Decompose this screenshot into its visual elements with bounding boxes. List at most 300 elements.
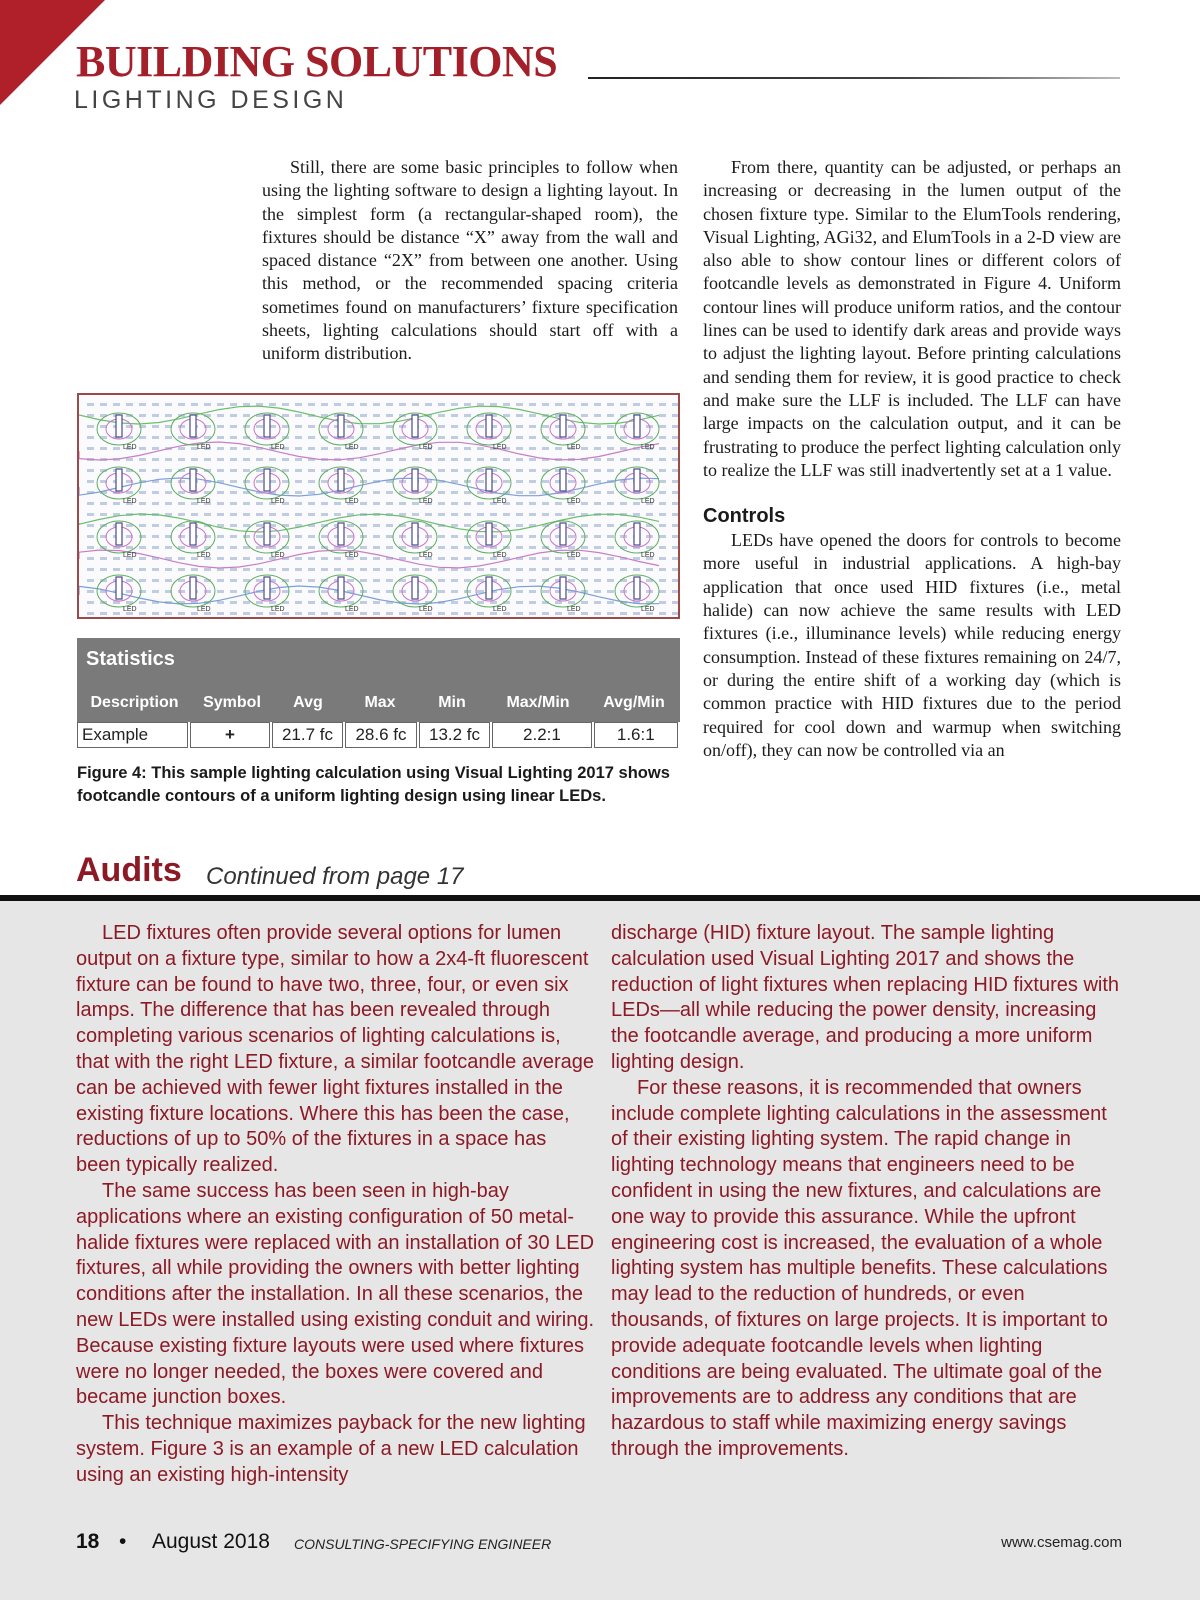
calc-point	[438, 403, 445, 406]
paragraph: The same success has been seen in high-bay applications where an existing configuration of 50 metal-halide fixtures were replaced with an installation of 30 LED fixtures, all while providing the owners with better lighting conditions after the installation. In all these scenarios, the new LEDs were installed using existing conduit and wiring. Because existing fixture layouts were used where fixtures were no longer needed, the boxes were covered and became junction boxes.	[76, 1179, 595, 1409]
calc-point	[386, 535, 393, 538]
calc-point	[113, 502, 120, 505]
calc-point	[555, 513, 562, 516]
footer-bullet: •	[119, 1530, 127, 1553]
figure-caption: Figure 4: This sample lighting calculation using Visual Lighting 2017 shows footcandle contours of a uniform lighting design using linear LEDs.	[77, 764, 670, 805]
calc-point	[373, 491, 380, 494]
led-fixture-label: LED	[567, 606, 581, 613]
calc-point	[607, 458, 614, 461]
calc-point	[659, 458, 666, 461]
calc-point	[386, 546, 393, 549]
calc-point	[217, 458, 224, 461]
calc-point	[217, 590, 224, 593]
calc-point	[360, 568, 367, 571]
calc-point	[321, 513, 328, 516]
calc-point	[178, 535, 185, 538]
calc-point	[230, 513, 237, 516]
calc-point	[321, 535, 328, 538]
calc-point	[334, 612, 341, 615]
calc-point	[594, 447, 601, 450]
calc-point	[191, 403, 198, 406]
calc-point	[503, 458, 510, 461]
calc-point	[256, 601, 263, 604]
calc-point	[399, 568, 406, 571]
calc-point	[295, 612, 302, 615]
calc-point	[230, 403, 237, 406]
calc-point	[412, 612, 419, 615]
calc-point	[360, 447, 367, 450]
calc-point	[542, 612, 549, 615]
led-fixture-label: LED	[345, 552, 359, 559]
calc-point	[425, 403, 432, 406]
calc-point	[646, 491, 653, 494]
calc-point	[451, 502, 458, 505]
calc-point	[568, 535, 575, 538]
calc-point	[152, 535, 159, 538]
calc-point	[139, 458, 146, 461]
calc-point	[230, 414, 237, 417]
calc-point	[308, 535, 315, 538]
calc-point	[672, 436, 678, 439]
calc-point	[386, 469, 393, 472]
calc-point	[295, 414, 302, 417]
calc-point	[672, 601, 678, 604]
calc-point	[373, 601, 380, 604]
led-fixture	[560, 523, 566, 545]
calc-point	[308, 590, 315, 593]
calc-point	[152, 491, 159, 494]
calc-point	[412, 557, 419, 560]
calc-point	[425, 568, 432, 571]
calc-point	[256, 469, 263, 472]
calc-point	[347, 535, 354, 538]
calc-point	[607, 535, 614, 538]
calc-point	[87, 502, 94, 505]
cell-max-min: 2.2:1	[492, 722, 591, 748]
calc-point	[295, 601, 302, 604]
led-fixture-label: LED	[419, 444, 433, 451]
calc-point	[334, 513, 341, 516]
paragraph: For these reasons, it is recommended that owners include complete lighting calculations in the assessment of their existing lighting system. The rapid change in lighting technology means that engineers need to be confident in using the new fixtures, and calculations are one way to provide this assurance. While the upfront engineering cost is increased, the evaluation of a whole lighting system has multiple benefits. These calculations may lead to the reduction of hundreds, or even thousands, of fixtures on large projects. It is important to provide adequate footcandle levels when lighting conditions are being evaluated. The ultimate goal of the improvements are to address any conditions that are hazardous to staff while maximizing energy savings through the improvements.	[611, 1076, 1108, 1460]
calc-point	[217, 535, 224, 538]
calc-point	[295, 447, 302, 450]
calc-point	[568, 568, 575, 571]
cell-description: Example	[77, 722, 188, 748]
calc-point	[165, 458, 172, 461]
calc-point	[594, 612, 601, 615]
calc-point	[412, 458, 419, 461]
calc-point	[503, 535, 510, 538]
page-footer	[76, 1530, 1122, 1560]
calc-point	[373, 502, 380, 505]
calc-point	[152, 612, 159, 615]
calc-point	[477, 590, 484, 593]
paragraph: Still, there are some basic principles to follow when using the lighting software to design a lighting layout. In the simplest form (a rectangular-shaped room), the fixtures should be distance “X” away from the wall and spaced distance “2X” from between one another. Using this method, or the recommended spacing criteria sometimes found on manufacturers’ fixture specification sheets, lighting calculations should start off with a uniform distribution.	[262, 157, 678, 364]
calc-point	[581, 403, 588, 406]
calc-point	[373, 403, 380, 406]
led-fixture	[116, 523, 122, 545]
calc-point	[87, 469, 94, 472]
calc-point	[477, 568, 484, 571]
calc-point	[568, 579, 575, 582]
audits-continued: Continued from page 17	[206, 863, 464, 890]
led-fixture	[634, 415, 640, 437]
calc-point	[360, 546, 367, 549]
title-rule	[588, 77, 1120, 79]
calc-point	[152, 590, 159, 593]
calc-point	[607, 568, 614, 571]
calc-point	[308, 436, 315, 439]
calc-point	[139, 557, 146, 560]
calc-point	[620, 447, 627, 450]
calc-point	[529, 458, 536, 461]
calc-point	[165, 546, 172, 549]
calc-point	[243, 524, 250, 527]
calc-point	[269, 513, 276, 516]
led-fixture	[560, 469, 566, 491]
calc-point	[516, 601, 523, 604]
calc-point	[230, 469, 237, 472]
led-fixture	[190, 577, 196, 599]
calc-point	[178, 491, 185, 494]
calc-point	[633, 612, 640, 615]
calc-point	[620, 425, 627, 428]
cell-avg-min: 1.6:1	[594, 722, 678, 748]
calc-point	[659, 436, 666, 439]
article-column-1	[262, 156, 678, 366]
calc-point	[568, 513, 575, 516]
calc-point	[139, 414, 146, 417]
led-fixture	[264, 415, 270, 437]
calc-point	[191, 513, 198, 516]
calc-point	[360, 612, 367, 615]
calc-point	[412, 403, 419, 406]
led-fixture-label: LED	[641, 552, 655, 559]
calc-point	[217, 469, 224, 472]
calc-point	[178, 612, 185, 615]
calc-point	[178, 447, 185, 450]
led-fixture-label: LED	[493, 498, 507, 505]
calc-point	[386, 436, 393, 439]
calc-point	[490, 601, 497, 604]
calc-point	[386, 568, 393, 571]
calc-point	[568, 524, 575, 527]
calc-point	[529, 425, 536, 428]
calc-point	[165, 414, 172, 417]
calc-point	[581, 568, 588, 571]
calc-point	[659, 601, 666, 604]
calc-point	[178, 513, 185, 516]
calc-point	[152, 414, 159, 417]
calc-point	[360, 425, 367, 428]
calc-point	[464, 502, 471, 505]
calc-point	[178, 557, 185, 560]
calc-point	[152, 425, 159, 428]
calc-point	[529, 403, 536, 406]
calc-point	[620, 612, 627, 615]
calc-point	[360, 524, 367, 527]
calc-point	[529, 546, 536, 549]
calc-point	[594, 546, 601, 549]
calc-point	[230, 590, 237, 593]
calc-point	[555, 447, 562, 450]
calc-point	[516, 491, 523, 494]
calc-point	[529, 612, 536, 615]
calc-point	[178, 425, 185, 428]
calc-point	[243, 447, 250, 450]
calc-point	[464, 458, 471, 461]
led-fixture	[338, 469, 344, 491]
calc-point	[412, 513, 419, 516]
led-fixture-label: LED	[567, 498, 581, 505]
calc-point	[659, 524, 666, 527]
calc-point	[139, 447, 146, 450]
calc-point	[438, 612, 445, 615]
calc-point	[438, 590, 445, 593]
calc-point	[581, 524, 588, 527]
footcandle-contour-plot	[77, 393, 680, 619]
calc-point	[256, 458, 263, 461]
calc-point	[139, 590, 146, 593]
page-number: 18	[76, 1530, 100, 1553]
calc-point	[620, 458, 627, 461]
calc-point	[451, 425, 458, 428]
calc-point	[165, 612, 172, 615]
calc-point	[100, 513, 107, 516]
calc-point	[620, 535, 627, 538]
calc-point	[87, 557, 94, 560]
calc-point	[425, 513, 432, 516]
calc-point	[529, 491, 536, 494]
calc-point	[477, 447, 484, 450]
calc-point	[659, 502, 666, 505]
calc-point	[87, 513, 94, 516]
calc-point	[230, 447, 237, 450]
calc-point	[230, 436, 237, 439]
calc-point	[386, 579, 393, 582]
calc-point	[152, 546, 159, 549]
calc-point	[126, 458, 133, 461]
calc-point	[594, 458, 601, 461]
calc-point	[607, 447, 614, 450]
calc-point	[334, 568, 341, 571]
calc-point	[516, 447, 523, 450]
led-fixture-label: LED	[641, 606, 655, 613]
calc-point	[399, 458, 406, 461]
calc-point	[152, 579, 159, 582]
calc-point	[477, 579, 484, 582]
calc-point	[529, 568, 536, 571]
calc-point	[139, 535, 146, 538]
calc-point	[659, 535, 666, 538]
calc-point	[282, 535, 289, 538]
calc-point	[308, 513, 315, 516]
calc-point	[321, 447, 328, 450]
calc-point	[503, 513, 510, 516]
led-fixture	[116, 577, 122, 599]
audits-title: Audits	[76, 851, 182, 889]
calc-point	[256, 425, 263, 428]
calc-point	[529, 579, 536, 582]
calc-point	[243, 601, 250, 604]
calc-point	[373, 546, 380, 549]
calc-point	[542, 590, 549, 593]
led-fixture	[412, 523, 418, 545]
calc-point	[529, 601, 536, 604]
calc-point	[542, 447, 549, 450]
calc-point	[529, 469, 536, 472]
calc-point	[555, 601, 562, 604]
calc-point	[230, 557, 237, 560]
calc-point	[373, 590, 380, 593]
calc-point	[451, 535, 458, 538]
calc-point	[516, 535, 523, 538]
calc-point	[438, 535, 445, 538]
calc-point	[477, 557, 484, 560]
col-min: Min	[438, 694, 466, 711]
calc-point	[672, 524, 678, 527]
calc-point	[672, 458, 678, 461]
calc-point	[412, 568, 419, 571]
calc-point	[282, 425, 289, 428]
led-fixture-label: LED	[271, 552, 285, 559]
calc-point	[373, 612, 380, 615]
calc-point	[620, 436, 627, 439]
paragraph: From there, quantity can be adjusted, or perhaps an increasing or decreasing in the lumen output of the chosen fixture type. Similar to the ElumTools rendering, Visual Lighting, AGi32, and ElumTools in a 2-D view are also able to show contour lines or different colors of footcandle levels as demonstrated in Figure 4. Uniform contour lines will produce uniform ratios, and the contour lines can be used to identify dark areas and provide ways to adjust the lighting layout. Before printing calculations and sending them for review, it is good practice to check and make sure the LLF is included. The LLF can have large impacts on the calculation output, and it can be frustrating to produce the perfect lighting calculation only to realize the LLF was still inadvertently set at a 1 value.	[703, 157, 1121, 480]
calc-point	[243, 469, 250, 472]
calc-point	[165, 568, 172, 571]
calc-point	[503, 414, 510, 417]
calc-point	[256, 480, 263, 483]
calc-point	[451, 513, 458, 516]
calc-point	[659, 403, 666, 406]
calc-point	[464, 557, 471, 560]
calc-point	[204, 403, 211, 406]
calc-point	[295, 480, 302, 483]
calc-point	[139, 524, 146, 527]
calc-point	[438, 568, 445, 571]
col-max: Max	[364, 694, 396, 711]
calc-point	[529, 535, 536, 538]
calc-point	[451, 414, 458, 417]
led-fixture	[634, 469, 640, 491]
calc-point	[386, 403, 393, 406]
calc-point	[659, 491, 666, 494]
calc-point	[529, 436, 536, 439]
calc-point	[399, 502, 406, 505]
calc-point	[100, 502, 107, 505]
calc-point	[503, 590, 510, 593]
calc-point	[139, 469, 146, 472]
calc-point	[672, 403, 678, 406]
cell-avg: 21.7 fc	[272, 722, 344, 748]
calc-point	[607, 436, 614, 439]
calc-point	[438, 491, 445, 494]
calc-point	[204, 568, 211, 571]
calc-point	[672, 557, 678, 560]
calc-point	[516, 579, 523, 582]
calc-point	[256, 535, 263, 538]
calc-point	[321, 425, 328, 428]
calc-point	[178, 403, 185, 406]
calc-point	[87, 480, 94, 483]
calc-point	[477, 524, 484, 527]
calc-point	[451, 491, 458, 494]
calc-point	[360, 469, 367, 472]
calc-point	[373, 568, 380, 571]
calc-point	[477, 535, 484, 538]
calc-point	[87, 579, 94, 582]
col-avg: Avg	[293, 694, 323, 711]
calc-point	[152, 436, 159, 439]
led-fixture-label: LED	[641, 444, 655, 451]
calc-point	[464, 513, 471, 516]
calc-point	[243, 425, 250, 428]
calc-point	[581, 579, 588, 582]
calc-point	[282, 480, 289, 483]
calc-point	[464, 612, 471, 615]
calc-point	[607, 601, 614, 604]
calc-point	[386, 491, 393, 494]
calc-point	[529, 414, 536, 417]
calc-point	[672, 513, 678, 516]
calc-point	[542, 535, 549, 538]
led-fixture	[486, 415, 492, 437]
calc-point	[230, 502, 237, 505]
calc-point	[321, 557, 328, 560]
calc-point	[568, 601, 575, 604]
calc-point	[230, 579, 237, 582]
calc-point	[152, 469, 159, 472]
calc-point	[386, 414, 393, 417]
calc-point	[490, 403, 497, 406]
calc-point	[607, 403, 614, 406]
col-max-min: Max/Min	[506, 694, 570, 711]
calc-point	[607, 469, 614, 472]
calc-point	[178, 568, 185, 571]
calc-point	[347, 546, 354, 549]
calc-point	[607, 546, 614, 549]
calc-point	[672, 447, 678, 450]
calc-point	[152, 458, 159, 461]
calc-point	[425, 480, 432, 483]
calc-point	[477, 601, 484, 604]
calc-point	[269, 568, 276, 571]
calc-point	[594, 469, 601, 472]
calc-point	[464, 403, 471, 406]
calc-point	[295, 513, 302, 516]
led-fixture-label: LED	[345, 498, 359, 505]
calc-point	[568, 480, 575, 483]
calc-point	[386, 447, 393, 450]
contour-plot-svg	[79, 395, 678, 617]
calc-point	[581, 612, 588, 615]
calc-point	[594, 425, 601, 428]
calc-point	[100, 403, 107, 406]
calc-point	[464, 469, 471, 472]
calc-point	[542, 425, 549, 428]
calc-point	[113, 612, 120, 615]
calc-point	[594, 601, 601, 604]
calc-point	[659, 612, 666, 615]
calc-point	[438, 502, 445, 505]
led-fixture-label: LED	[197, 444, 211, 451]
calc-point	[295, 590, 302, 593]
calc-point	[659, 414, 666, 417]
calc-point	[126, 546, 133, 549]
led-fixture	[264, 523, 270, 545]
calc-point	[581, 601, 588, 604]
